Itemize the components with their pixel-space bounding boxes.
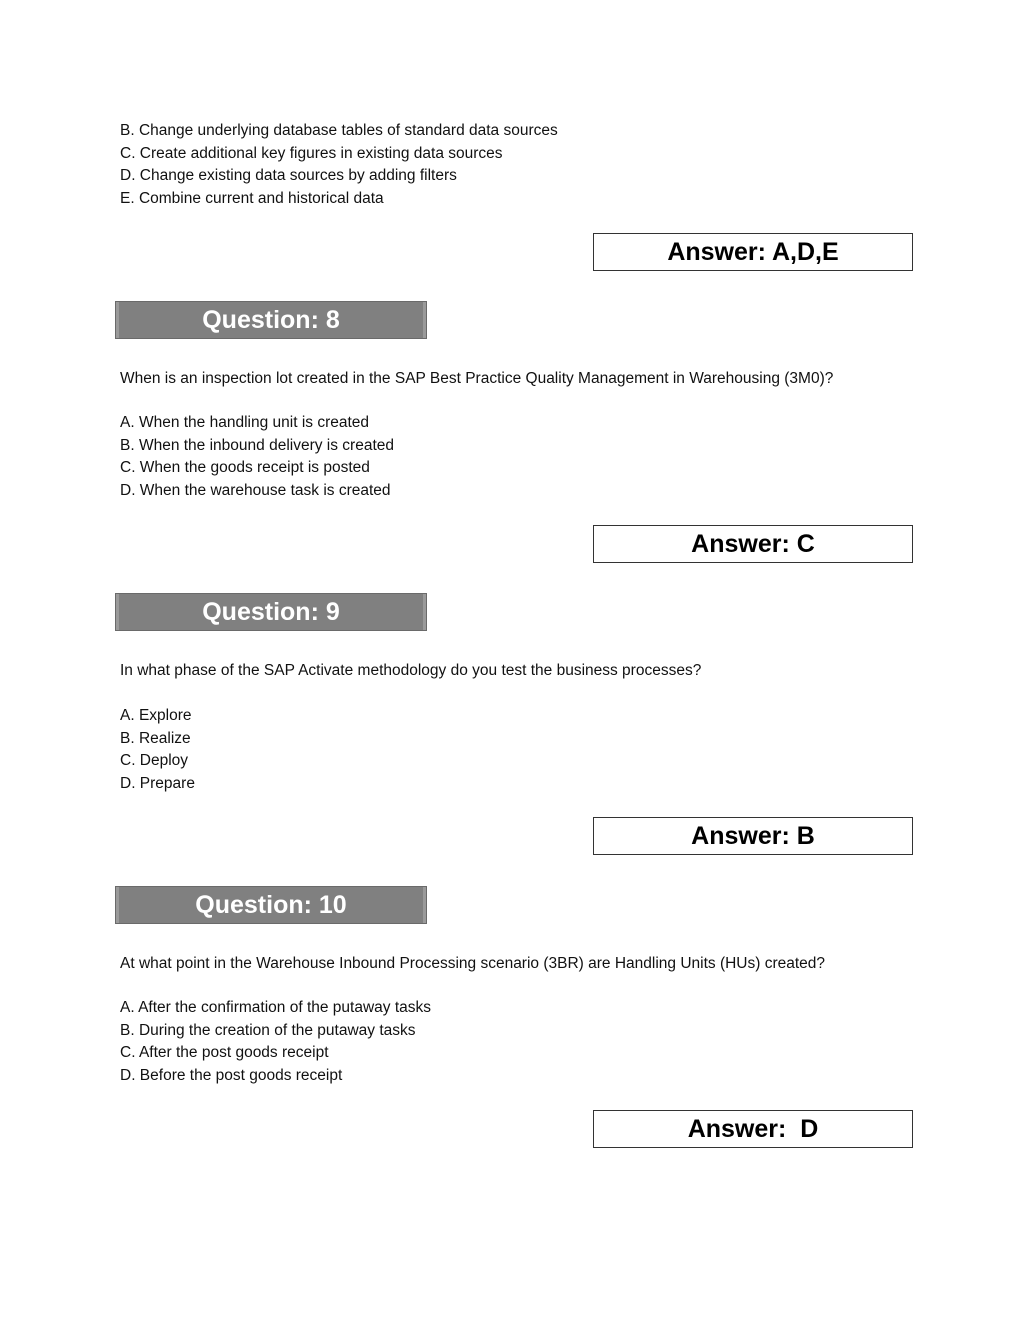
answer-box: Answer: D	[593, 1110, 913, 1148]
answer-box: Answer: C	[593, 525, 913, 563]
question-options	[120, 412, 394, 502]
option-c: C. Deploy	[120, 752, 189, 769]
option-a: A. When the handling unit is created	[120, 414, 370, 431]
question-text: In what phase of the SAP Activate methodology do you test the business processes?	[120, 662, 702, 679]
option-e: E. Combine current and historical data	[120, 189, 384, 207]
option-d: D. When the warehouse task is created	[120, 481, 391, 499]
option-d: D. Before the post goods receipt	[120, 1066, 343, 1084]
question-options	[120, 705, 195, 795]
option-c: C. After the post goods receipt	[120, 1044, 329, 1061]
option-b: B. During the creation of the putaway tasks	[120, 1021, 416, 1039]
question-options	[120, 997, 431, 1087]
previous-question-options	[120, 120, 558, 210]
answer-box: Answer: A,D,E	[593, 233, 913, 271]
answer-box: Answer: B	[593, 817, 913, 855]
question-heading: Question: 8	[115, 301, 427, 339]
question-heading: Question: 10	[115, 886, 427, 924]
question-heading: Question: 9	[115, 593, 427, 631]
option-c: C. When the goods receipt is posted	[120, 459, 370, 476]
option-d: D. Prepare	[120, 774, 195, 792]
question-text: When is an inspection lot created in the SAP Best Practice Quality Management in Warehousing (3M0)?	[120, 370, 834, 387]
option-a: A. After the confirmation of the putaway tasks	[120, 999, 432, 1016]
option-d: D. Change existing data sources by adding filters	[120, 167, 457, 184]
option-b: B. Change underlying database tables of standard data sources	[120, 122, 558, 139]
option-c: C. Create additional key figures in existing data sources	[120, 144, 503, 162]
option-a: A. Explore	[120, 707, 192, 724]
option-b: B. When the inbound delivery is created	[120, 436, 394, 454]
option-b: B. Realize	[120, 729, 191, 747]
question-text: At what point in the Warehouse Inbound Processing scenario (3BR) are Handling Units (HUs) created?	[120, 955, 826, 972]
